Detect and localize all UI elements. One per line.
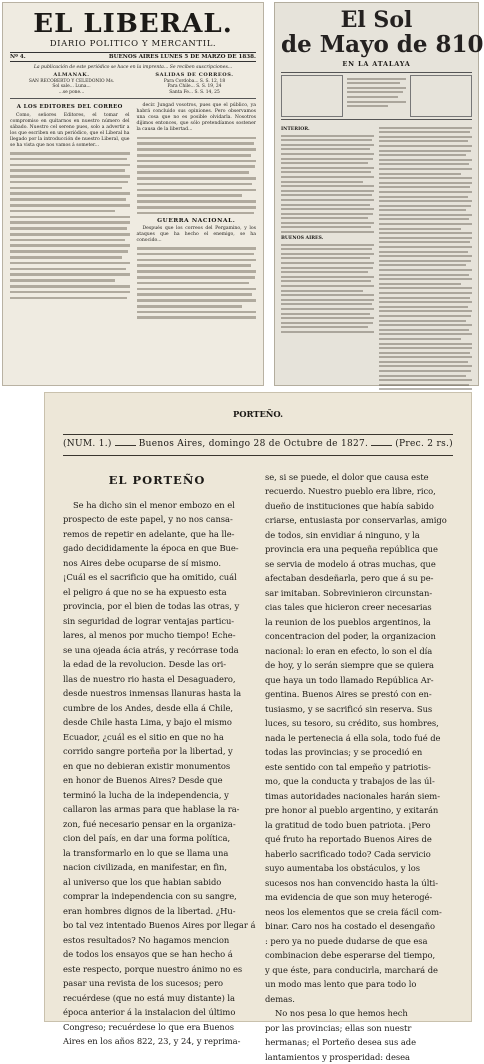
illegible-text-line (281, 222, 374, 224)
porteno-text-line: sucesos nos han convencido hasta la últi- (265, 876, 453, 891)
porteno-text-line: eran hombres dignos de la libertad. ¿Hu- (63, 904, 251, 919)
porteno-text-line: callaron las armas para que hablase la ra- (63, 802, 251, 817)
newspaper-el-porteno (44, 392, 472, 1022)
porteno-text-line: desde Chile hasta Lima, y bajo el mismo (63, 715, 251, 730)
illegible-text-line (137, 316, 257, 319)
illegible-text-line (379, 177, 472, 179)
porteno-text-line: binar. Caro nos ha costado el desengaño (265, 919, 453, 934)
illegible-text-line (281, 167, 374, 169)
illegible-text-line (379, 315, 471, 317)
porteno-text-line: Congreso; recuérdese lo que era Buenos (63, 1020, 251, 1035)
porteno-article-heading: EL PORTEÑO (63, 470, 251, 490)
porteno-text-line: comprar la independencia con su sangre, (63, 889, 251, 904)
liberal-notice: La publicación de este periódico se hace en la imprenta... Se reciben suscripciones... (20, 65, 246, 71)
illegible-text-line (379, 320, 466, 322)
porteno-text-line: la gratitud de todo buen patriota. ¡Pero (265, 818, 453, 833)
porteno-issue-dash (115, 445, 136, 446)
porteno-issue-place-date: Buenos Aires, domingo 28 de Octubre de 1827. (139, 437, 368, 452)
porteno-text-line: desde nuestros inmensas llanuras hasta la (63, 686, 251, 701)
illegible-text-line (281, 290, 363, 292)
illegible-text-line (137, 264, 252, 267)
illegible-text-line (137, 189, 257, 192)
illegible-text-line (379, 370, 471, 372)
illegible-text-line (10, 250, 128, 253)
porteno-text-line: provincia, por el bien de todas las otras, y (63, 599, 251, 614)
illegible-text-line (281, 280, 371, 282)
porteno-text-line: combinacion debe esperarse del tiempo, (265, 948, 453, 963)
illegible-text-line (379, 361, 468, 363)
illegible-text-line (281, 153, 374, 155)
illegible-text-line (379, 131, 470, 133)
porteno-text-line: : pero ya no puede dudarse de que esa (265, 934, 453, 949)
liberal-almanac-line: Sol sale... Luna... (10, 84, 133, 90)
liberal-masthead: EL LIBERAL. (10, 9, 256, 39)
liberal-col2-text: decir. Jungad vosotros, pues que el público, ya habrá concluido sus opiniones. Pero observamos una cosa que no es posible olvidarla. Nosotros dijimos entonces, que sólo pretendíamos sostener la causa de la libertad... (137, 103, 257, 133)
liberal-info-row (10, 73, 256, 99)
illegible-text-line (379, 232, 472, 234)
porteno-text-line: nacional: lo eran en efecto, lo son el día (265, 644, 453, 659)
porteno-text-line: de todos los ensayos que se han hecho á (63, 947, 251, 962)
porteno-text-line: pasar una revista de los sucesos; pero (63, 976, 251, 991)
illegible-text-line (281, 294, 374, 296)
porteno-text-line: sin seguridad de lograr ventajas particu- (63, 614, 251, 629)
illegible-text-line (281, 208, 374, 210)
porteno-text-line: Aires en los años 822, 23, y 24, y reprima- (63, 1034, 251, 1049)
illegible-text-line (379, 251, 468, 253)
illegible-text-line (137, 160, 257, 163)
illegible-text-line (347, 96, 398, 98)
liberal-column-left (10, 103, 130, 322)
porteno-text-line: nos Aires debe ocuparse de sí mismo. (63, 556, 251, 571)
porteno-text-line: este sentido con tal empeño y patriotis- (265, 760, 453, 775)
illegible-text-line (379, 218, 469, 220)
illegible-text-line (10, 297, 127, 300)
illegible-text-line (281, 213, 373, 215)
illegible-text-line (379, 278, 472, 280)
illegible-text-line (379, 150, 471, 152)
illegible-text-line (379, 186, 470, 188)
porteno-text-line: la transformarlo en lo que se llama una (63, 846, 251, 861)
porteno-issue-dash (371, 445, 392, 446)
illegible-text-line (379, 173, 461, 175)
illegible-text-line (379, 182, 472, 184)
illegible-text-line (137, 311, 257, 314)
porteno-body (63, 470, 453, 1064)
illegible-text-line (379, 154, 466, 156)
illegible-text-line (281, 204, 370, 206)
illegible-text-line (137, 171, 249, 174)
sol-column-left (281, 124, 374, 393)
porteno-text-line: se una ojeada ácia atrás, y recórrase toda (63, 643, 251, 658)
illegible-text-line (10, 239, 125, 242)
sol-masthead-line1: El Sol (281, 8, 472, 32)
illegible-text-line (281, 308, 374, 310)
porteno-text-line: sar imitaban. Sobrevinieron circunstan- (265, 586, 453, 601)
illegible-text-line (137, 154, 252, 157)
illegible-text-line (281, 171, 371, 173)
illegible-text-line (379, 255, 472, 257)
porteno-text-line: cias tales que hicieron creer necesarias (265, 600, 453, 615)
illegible-text-line (281, 276, 374, 278)
illegible-text-line (379, 140, 468, 142)
illegible-text-line (137, 206, 257, 209)
illegible-text-line (379, 375, 466, 377)
illegible-text-line (137, 177, 257, 180)
illegible-text-line (379, 287, 472, 289)
illegible-text-line (10, 164, 130, 167)
illegible-text-line (379, 223, 472, 225)
porteno-text-line: nacion civilizada, en manifestar, en fin, (63, 860, 251, 875)
porteno-text-line: gado decididamente la época en que Bue- (63, 541, 251, 556)
illegible-text-line (137, 259, 257, 262)
illegible-text-line (379, 246, 472, 248)
illegible-text-line (281, 285, 374, 287)
porteno-text-line: criarse, entusiasta por conservarlas, amigo (265, 513, 453, 528)
illegible-text-line (10, 216, 130, 219)
porteno-text-line: corrido sangre porteña por la libertad, y (63, 744, 251, 759)
liberal-issue-line (10, 52, 256, 62)
illegible-text-line (10, 291, 130, 294)
illegible-text-line (10, 175, 130, 178)
illegible-text-line (379, 306, 468, 308)
porteno-text-line: luces, su tesoro, su crédito, sus hombres, (265, 716, 453, 731)
illegible-text-line (379, 237, 472, 239)
porteno-text-line: haberlo sacrificado todo? Cada servicio (265, 847, 453, 862)
illegible-text-line (379, 283, 461, 285)
illegible-text-line (137, 142, 254, 145)
porteno-text-line: ma evidencia de que son muy heterogé- (265, 890, 453, 905)
illegible-text-line (137, 253, 254, 256)
illegible-text-line (281, 226, 371, 228)
porteno-text-line: al universo que los que habian sabido (63, 875, 251, 890)
illegible-text-line (10, 204, 130, 207)
porteno-text-line: No nos pesa lo que hemos hech (265, 1006, 453, 1021)
porteno-text-line: y que éste, para conducirla, marchará de (265, 963, 453, 978)
illegible-text-line (281, 144, 374, 146)
illegible-text-line (281, 217, 368, 219)
liberal-mail-heading: SALIDAS DE CORREOS. (133, 73, 256, 79)
illegible-text-line (379, 269, 472, 271)
illegible-text-line (379, 168, 472, 170)
porteno-issue-number: (NUM. 1.) (63, 437, 112, 452)
illegible-text-line (281, 194, 372, 196)
porteno-text-line: hermanas; el Porteño desea sus ade (265, 1035, 453, 1050)
liberal-almanac-heading: ALMANAK. (10, 73, 133, 79)
liberal-col2-heading: GUERRA NACIONAL. (137, 218, 257, 224)
illegible-text-line (281, 267, 373, 269)
liberal-col1-fill (10, 152, 130, 299)
sol-masthead-line2: de Mayo de 810 (281, 32, 472, 58)
illegible-text-line (281, 199, 374, 201)
illegible-text-line (10, 158, 127, 161)
illegible-text-line (137, 137, 257, 140)
porteno-text-line: neos los elementos que se creia fácil com- (265, 905, 453, 920)
illegible-text-line (281, 271, 368, 273)
porteno-text-line: qué fruto ha reportado Buenos Aires de (265, 832, 453, 847)
porteno-text-line: recuérdese (que no está muy distante) la (63, 991, 251, 1006)
liberal-col2-text2: Después que los correos del Pergamino, y los ataques que ha hecho el enemigo, se ha conocido... (137, 226, 257, 244)
porteno-text-line: nada le pertenecia á ella sola, todo fué de (265, 731, 453, 746)
illegible-text-line (347, 91, 404, 93)
illegible-text-line (379, 260, 471, 262)
illegible-text-line (281, 181, 363, 183)
porteno-text-line: el peligro á que no se ha expuesto esta (63, 585, 251, 600)
illegible-text-line (379, 352, 470, 354)
liberal-col1-text: Como, señores Editores, el tomar el compromiso en quitarnos en nuestro número del sábado. Nuestro cel sereno pues, solo a advertir a los que escriben en un periódico, que el Liberal ha llegado por la introducción de nuestro Liberal, que se ha vista que nos vamos á someter... (10, 113, 130, 149)
illegible-text-line (347, 105, 389, 107)
illegible-text-line (10, 233, 130, 236)
illegible-text-line (379, 379, 472, 381)
porteno-text-line: este respecto, porque nuestro ánimo no es (63, 962, 251, 977)
liberal-almanac-line: ...se pone... (10, 90, 133, 96)
porteno-text-line: pre honor al pueblo argentino, y exitarán (265, 803, 453, 818)
porteno-text-line: timas autoridades nacionales harán siem- (265, 789, 453, 804)
porteno-text-line: la reunion de los pueblos argentinos, la (265, 615, 453, 630)
sol-info-box (410, 75, 472, 117)
illegible-text-line (10, 210, 115, 213)
sol-column-left-text2 (281, 244, 374, 333)
liberal-mail-line: Santa Fe... S. S. 14, 25 (133, 90, 256, 96)
illegible-text-line (379, 343, 472, 345)
illegible-text-line (379, 241, 470, 243)
porteno-issue-line (63, 437, 453, 452)
illegible-text-line (137, 276, 255, 279)
sol-section-interior: INTERIOR. (281, 127, 374, 132)
illegible-text-line (379, 159, 472, 161)
porteno-text-line: recuerdo. Nuestro pueblo era libre, rico, (265, 484, 453, 499)
illegible-text-line (379, 329, 469, 331)
illegible-text-line (379, 214, 472, 216)
sol-info-strip (281, 72, 472, 120)
illegible-text-line (10, 169, 125, 172)
illegible-text-line (281, 326, 368, 328)
illegible-text-line (281, 257, 370, 259)
porteno-text-line: que haya un todo llamado República Ar- (265, 673, 453, 688)
porteno-issue-price: (Prec. 2 rs.) (395, 437, 453, 452)
porteno-text-line: un modo mas lento que para todo lo (265, 977, 453, 992)
liberal-almanac-line: SAN RECOBERTO Y CELEDONIO Ms. (10, 79, 133, 85)
illegible-text-line (379, 347, 472, 349)
liberal-col1-heading: A LOS EDITORES DEL CORREO (10, 104, 130, 110)
porteno-text-line: suyo aumentaba los obstáculos, y los (265, 861, 453, 876)
illegible-text-line (10, 221, 130, 224)
porteno-text-line: gentina. Buenos Aires se prestó con en- (265, 687, 453, 702)
porteno-text-line: afectaban desdeñarla, pero que á su pe- (265, 571, 453, 586)
illegible-text-line (379, 191, 472, 193)
illegible-text-line (379, 228, 461, 230)
illegible-text-line (379, 127, 472, 129)
illegible-text-line (379, 196, 468, 198)
illegible-text-line (137, 282, 249, 285)
sol-section-buenos-aires: BUENOS AIRES. (281, 236, 374, 241)
liberal-column-right (137, 103, 257, 322)
liberal-almanac (10, 73, 133, 95)
porteno-column-left (63, 470, 251, 1064)
illegible-text-line (379, 297, 470, 299)
illegible-text-line (379, 200, 472, 202)
illegible-text-line (379, 301, 472, 303)
illegible-text-line (379, 384, 469, 386)
porteno-text-line: concentracion del poder, la organizacion (265, 629, 453, 644)
illegible-text-line (10, 198, 126, 201)
porteno-text-line: todas las provincias; y se procedió en (265, 745, 453, 760)
illegible-text-line (379, 163, 469, 165)
illegible-text-line (281, 299, 374, 301)
illegible-text-line (10, 268, 126, 271)
liberal-columns (10, 103, 256, 322)
illegible-text-line (137, 270, 257, 273)
porteno-bottom-rule (63, 455, 453, 456)
illegible-text-line (281, 303, 372, 305)
illegible-text-line (137, 148, 257, 151)
illegible-text-line (137, 200, 257, 203)
illegible-text-line (281, 253, 374, 255)
sol-column-left-text (281, 135, 374, 233)
illegible-text-line (137, 299, 257, 302)
porteno-text-line: terminó la lucha de la independencia, y (63, 788, 251, 803)
porteno-text-line: mo, que la conducta y trabajos de las úl- (265, 774, 453, 789)
illegible-text-line (379, 388, 472, 390)
illegible-text-line (137, 212, 254, 215)
porteno-masthead: PORTEÑO. (63, 407, 453, 422)
illegible-text-line (10, 262, 130, 265)
porteno-text-line: prospecto de este papel, y no nos cansa- (63, 512, 251, 527)
illegible-text-line (10, 244, 130, 247)
illegible-text-line (379, 209, 466, 211)
illegible-text-line (10, 285, 130, 288)
liberal-issue-number: Nº 4. (10, 54, 26, 60)
sol-column-right (379, 124, 472, 393)
liberal-mail-line: Para Cordoba... S. S. 12, 18 (133, 79, 256, 85)
illegible-text-line (281, 185, 374, 187)
porteno-text-line: ¡Cuál es el sacrificio que ha omitido, cuál (63, 570, 251, 585)
illegible-text-line (137, 305, 242, 308)
illegible-text-line (137, 288, 257, 291)
illegible-text-line (137, 247, 257, 250)
illegible-text-line (10, 273, 130, 276)
porteno-text-line: se servia de modelo á otras muchas, que (265, 557, 453, 572)
illegible-text-line (10, 227, 127, 230)
porteno-text-line: demas. (265, 992, 453, 1007)
illegible-text-line (379, 324, 472, 326)
illegible-text-line (10, 256, 122, 259)
illegible-text-line (281, 248, 372, 250)
porteno-text-line: de todos, sin envidiar á ninguno, y la (265, 528, 453, 543)
porteno-text-line: la edad de la revolucion. Desde las ori- (63, 657, 251, 672)
illegible-text-line (347, 78, 407, 80)
illegible-text-line (379, 333, 472, 335)
porteno-text-line: lares, al menos por mucho tiempo! Eche- (63, 628, 251, 643)
illegible-text-line (379, 292, 472, 294)
illegible-text-line (379, 205, 471, 207)
liberal-issue-date: BUENOS AIRES LUNES 5 DE MARZO DE 1838. (109, 54, 256, 60)
illegible-text-line (347, 101, 407, 103)
illegible-text-line (281, 139, 372, 141)
porteno-top-rule (63, 434, 453, 435)
illegible-text-line (281, 322, 373, 324)
illegible-text-line (137, 293, 253, 296)
liberal-mail (133, 73, 256, 95)
illegible-text-line (379, 264, 466, 266)
illegible-text-line (379, 145, 472, 147)
porteno-text-line: estos resultados? No hagamos mencion (63, 933, 251, 948)
porteno-text-line: época anterior á la instalacion del último (63, 1005, 251, 1020)
illegible-text-line (379, 274, 469, 276)
sol-column-right-text (379, 127, 472, 391)
illegible-text-line (281, 244, 374, 246)
illegible-text-line (281, 262, 374, 264)
porteno-text-line: cumbre de los Andes, desde ella á Chile, (63, 701, 251, 716)
newspaper-el-sol-de-mayo (274, 2, 479, 386)
illegible-text-line (281, 190, 374, 192)
porteno-text-line: llas de nuestro rio hasta el Desaguadero, (63, 672, 251, 687)
illegible-text-line (379, 310, 472, 312)
illegible-text-line (347, 87, 407, 89)
porteno-text-line: provincia era una pequeña república que (265, 542, 453, 557)
porteno-text-line: remos de repetir en adelante, que ha lle- (63, 527, 251, 542)
liberal-col2-fill-top (137, 137, 257, 215)
liberal-subtitle: DIARIO POLITICO Y MERCANTIL. (10, 39, 256, 49)
sol-info-box (281, 75, 343, 117)
sol-subtitle: EN LA ATALAYA (281, 60, 472, 68)
porteno-text-line: Ecuador, ¿cuál es el sitio en que no ha (63, 730, 251, 745)
newspaper-el-liberal (2, 2, 264, 386)
porteno-text-line: Se ha dicho sin el menor embozo en el (63, 498, 251, 513)
liberal-mail-line: Para Chile... S. S. 19, 24 (133, 84, 256, 90)
porteno-text-line: bo tal vez intentado Buenos Aires por llegar á (63, 918, 251, 933)
illegible-text-line (281, 158, 373, 160)
illegible-text-line (281, 313, 370, 315)
liberal-col2-fill-bottom (137, 247, 257, 319)
illegible-text-line (379, 356, 472, 358)
illegible-text-line (379, 136, 472, 138)
illegible-text-line (379, 365, 472, 367)
porteno-text-line: lantamientos y prosperidad: desea (265, 1050, 453, 1064)
sol-columns (281, 124, 472, 393)
illegible-text-line (379, 338, 461, 340)
illegible-text-line (10, 279, 115, 282)
illegible-text-line (281, 317, 374, 319)
illegible-text-line (281, 162, 368, 164)
illegible-text-line (10, 152, 130, 155)
porteno-text-line: por las provincias; ellas son nuestr (265, 1021, 453, 1036)
illegible-text-line (10, 181, 128, 184)
porteno-text-line: cion del país, en dar una forma política, (63, 831, 251, 846)
illegible-text-line (10, 187, 122, 190)
porteno-text-line: dueño de instituciones que había sabido (265, 499, 453, 514)
illegible-text-line (137, 165, 255, 168)
illegible-text-line (281, 331, 374, 333)
porteno-text-line: de hoy, y lo serán siempre que se quiera (265, 658, 453, 673)
illegible-text-line (281, 231, 374, 233)
porteno-text-line: se, si se puede, el dolor que causa este (265, 470, 453, 485)
porteno-column-right (265, 470, 453, 1064)
porteno-text-line: zon, fué necesario pensar en la organiza- (63, 817, 251, 832)
illegible-text-line (347, 82, 401, 84)
illegible-text-line (281, 176, 374, 178)
porteno-text-line: en que no debieran existir monumentos (63, 759, 251, 774)
porteno-text-line: en honor de Buenos Aires? Desde que (63, 773, 251, 788)
illegible-text-line (137, 183, 253, 186)
porteno-text-line: tusiasmo, y se sacrificó sin reserva. Sus (265, 702, 453, 717)
illegible-text-line (281, 148, 370, 150)
illegible-text-line (281, 135, 374, 137)
illegible-text-line (137, 194, 242, 197)
sol-info-text (347, 75, 407, 117)
illegible-text-line (10, 192, 130, 195)
